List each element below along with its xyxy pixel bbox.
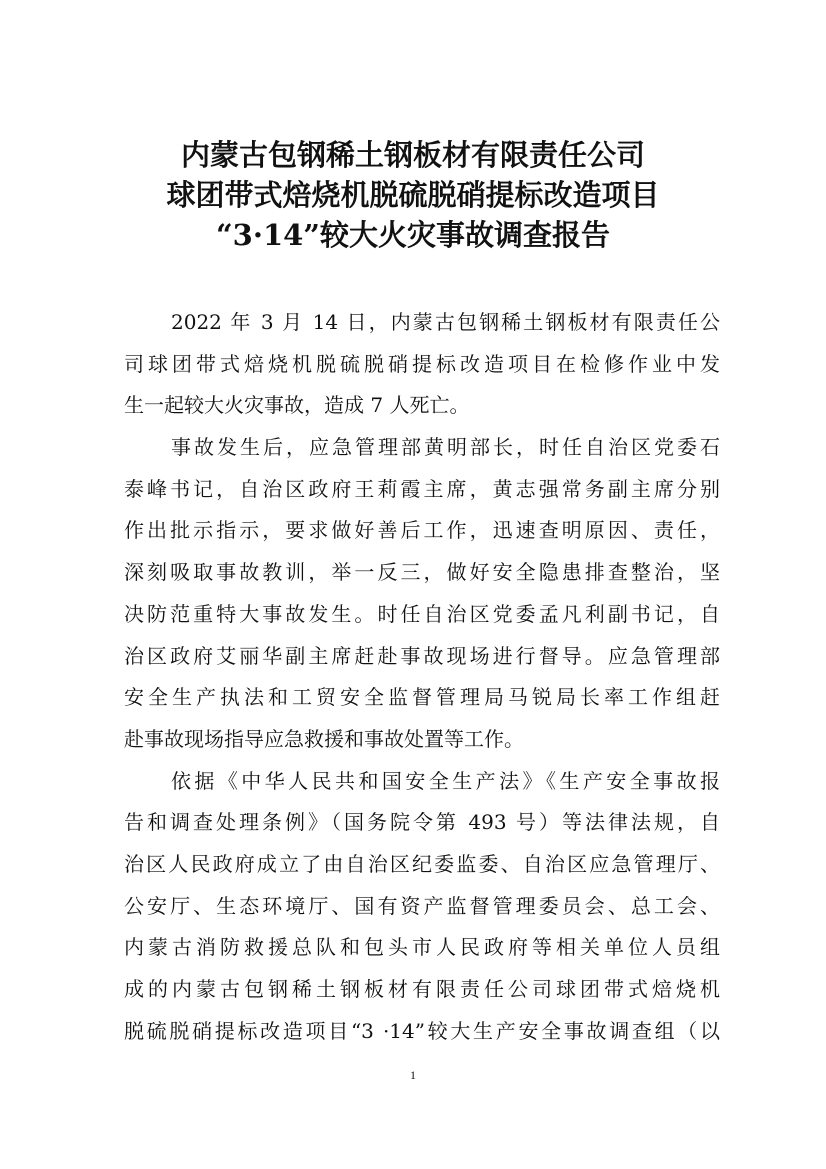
text-line: 赴事故现场指导应急救援和事故处置等工作。 bbox=[124, 726, 524, 751]
paragraph-1 bbox=[124, 302, 720, 427]
title-line: 内蒙古包钢稀土钢板材有限责任公司 bbox=[180, 138, 645, 172]
text-line: 生一起较大火灾事故，造成 7 人死亡。 bbox=[124, 393, 470, 418]
text-line: 告和调查处理条例》（国务院令第 493 号）等法律法规，自 bbox=[124, 810, 720, 835]
document-body bbox=[124, 302, 720, 1052]
text-line: 作出批示指示，要求做好善后工作，迅速查明原因、责任， bbox=[124, 518, 720, 543]
text-line: 安全生产执法和工贸安全监督管理局马锐局长率工作组赶 bbox=[124, 685, 720, 710]
text-line: 治区人民政府成立了由自治区纪委监委、自治区应急管理厅、 bbox=[124, 851, 720, 876]
text-line: 2022 年 3 月 14 日，内蒙古包钢稀土钢板材有限责任公 bbox=[171, 310, 720, 334]
page-number: 1 bbox=[410, 1068, 416, 1082]
text-line: 公安厅、生态环境厅、国有资产监督管理委员会、总工会、 bbox=[124, 893, 720, 918]
text-line: 内蒙古消防救援总队和包头市人民政府等相关单位人员组 bbox=[124, 935, 720, 960]
text-line: 深刻吸取事故教训，举一反三，做好安全隐患排查整治，坚 bbox=[124, 560, 720, 585]
paragraph-2 bbox=[124, 427, 720, 761]
document-title bbox=[0, 135, 826, 255]
text-line: 脱硫脱硝提标改造项目“3 ·14”较大生产安全事故调查组（以 bbox=[124, 1018, 720, 1043]
text-line: 依据《中华人民共和国安全生产法》《生产安全事故报 bbox=[171, 768, 720, 793]
paragraph-3 bbox=[124, 761, 720, 1053]
title-line: 球团带式焙烧机脱硫脱硝提标改造项目 bbox=[166, 178, 660, 212]
title-line: “3·14”较大火灾事故调查报告 bbox=[216, 218, 610, 252]
text-line: 决防范重特大事故发生。时任自治区党委孟凡利副书记，自 bbox=[124, 601, 720, 626]
text-line: 治区政府艾丽华副主席赶赴事故现场进行督导。应急管理部 bbox=[124, 643, 720, 668]
text-line: 司球团带式焙烧机脱硫脱硝提标改造项目在检修作业中发 bbox=[124, 351, 720, 376]
text-line: 事故发生后，应急管理部黄明部长，时任自治区党委石 bbox=[171, 435, 720, 460]
text-line: 泰峰书记，自治区政府王莉霞主席，黄志强常务副主席分别 bbox=[124, 476, 720, 501]
text-line: 成的内蒙古包钢稀土钢板材有限责任公司球团带式焙烧机 bbox=[124, 977, 720, 1001]
